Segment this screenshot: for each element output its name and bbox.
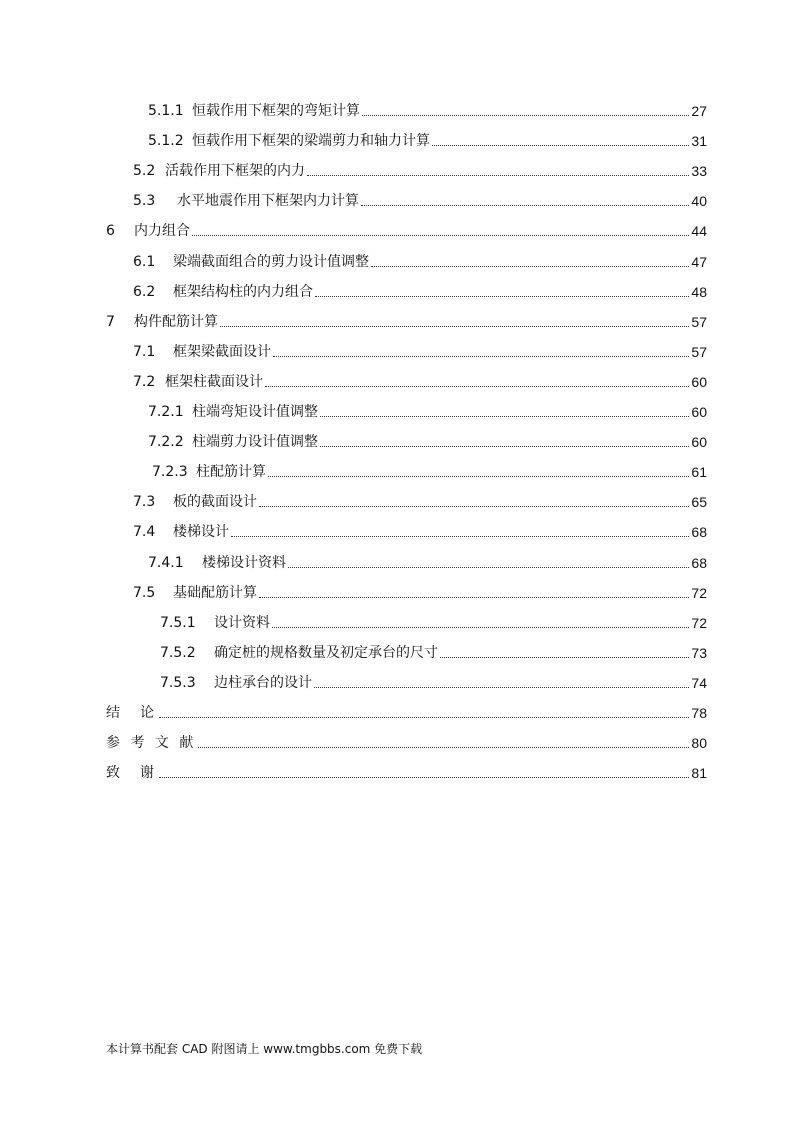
toc-dot-leader	[314, 686, 689, 688]
toc-entry-number: 7.1	[133, 344, 156, 360]
toc-entry-page: 61	[691, 464, 707, 480]
toc-entry-page: 73	[691, 645, 707, 661]
toc-entry-title: 恒载作用下框架的梁端剪力和轴力计算	[192, 133, 430, 149]
toc-entry-page: 80	[691, 735, 707, 751]
toc-dot-leader	[259, 505, 689, 507]
toc-entry-number: 7.4.1	[148, 555, 184, 571]
toc-entry[interactable]	[133, 489, 707, 511]
toc-entry[interactable]	[133, 158, 707, 180]
toc-entry-page: 57	[691, 314, 707, 330]
toc-entry-title: 楼梯设计资料	[202, 555, 286, 571]
toc-dot-leader	[265, 385, 689, 387]
toc-entry[interactable]	[133, 339, 707, 361]
toc-entry-number: 6.2	[133, 284, 156, 300]
toc-entry-number: 7.2.3	[152, 464, 188, 480]
toc-entry[interactable]	[106, 700, 707, 722]
toc-entry-page: 27	[691, 103, 707, 119]
footer-note: 本计算书配套 CAD 附图请上 www.tmgbbs.com 免费下载	[106, 1042, 423, 1056]
toc-entry-page: 78	[691, 705, 707, 721]
toc-entry[interactable]	[106, 309, 707, 331]
toc-entry-title: 参 考 文 献	[106, 735, 197, 751]
toc-entry-title: 活载作用下框架的内力	[165, 163, 305, 179]
toc-dot-leader	[361, 204, 689, 206]
toc-dot-leader	[440, 656, 689, 658]
toc-entry[interactable]	[160, 610, 707, 632]
toc-entry-title: 设计资料	[214, 615, 270, 631]
toc-entry-title: 致 谢	[106, 765, 157, 781]
toc-entry-page: 72	[691, 615, 707, 631]
toc-entry[interactable]	[148, 429, 707, 451]
toc-entry[interactable]	[148, 550, 707, 572]
toc-entry-page: 47	[691, 254, 707, 270]
toc-entry-page: 68	[691, 555, 707, 571]
toc-entry-number: 6.1	[133, 254, 156, 270]
toc-entry-page: 48	[691, 284, 707, 300]
toc-dot-leader	[320, 415, 689, 417]
toc-entry[interactable]	[106, 760, 707, 782]
toc-entry-page: 57	[691, 344, 707, 360]
toc-dot-leader	[192, 234, 689, 236]
toc-entry-title: 内力组合	[134, 223, 190, 239]
toc-entry-title: 结 论	[106, 705, 157, 721]
toc-entry-title: 构件配筋计算	[134, 314, 218, 330]
toc-entry-page: 81	[691, 765, 707, 781]
toc-entry-title: 确定桩的规格数量及初定承台的尺寸	[214, 645, 438, 661]
toc-entry-number: 6	[106, 223, 115, 239]
toc-entry-title: 框架结构柱的内力组合	[173, 284, 313, 300]
toc-entry-number: 7.2.2	[148, 434, 184, 450]
toc-dot-leader	[220, 325, 689, 327]
toc-entry-page: 60	[691, 434, 707, 450]
toc-entry-page: 65	[691, 494, 707, 510]
toc-dot-leader	[159, 716, 689, 718]
toc-entry-number: 5.3	[133, 193, 156, 209]
toc-dot-leader	[288, 566, 689, 568]
toc-dot-leader	[268, 475, 689, 477]
toc-dot-leader	[259, 596, 689, 598]
toc-entry-page: 60	[691, 374, 707, 390]
toc-entry[interactable]	[106, 218, 707, 240]
toc-dot-leader	[371, 265, 689, 267]
toc-entry-number: 7.3	[133, 494, 156, 510]
toc-entry-number: 5.1.1	[148, 103, 184, 119]
toc-dot-leader	[320, 445, 689, 447]
toc-entry[interactable]	[133, 580, 707, 602]
toc-entry[interactable]	[148, 98, 707, 120]
toc-dot-leader	[159, 776, 689, 778]
toc-entry[interactable]	[133, 279, 707, 301]
toc-entry-title: 框架梁截面设计	[173, 344, 271, 360]
toc-entry-number: 5.2	[133, 163, 156, 179]
toc-entry-title: 柱端弯矩设计值调整	[192, 404, 318, 420]
toc-entry-title: 框架柱截面设计	[165, 374, 263, 390]
toc-entry-page: 60	[691, 404, 707, 420]
toc-entry-page: 44	[691, 223, 707, 239]
toc-entry-number: 7.5.1	[160, 615, 196, 631]
toc-entry-page: 68	[691, 524, 707, 540]
toc-entry-title: 板的截面设计	[173, 494, 257, 510]
toc-entry[interactable]	[106, 730, 707, 752]
toc-entry-number: 7.4	[133, 524, 156, 540]
toc-entry[interactable]	[133, 369, 707, 391]
toc-entry-number: 7.2.1	[148, 404, 184, 420]
toc-entry-number: 5.1.2	[148, 133, 184, 149]
toc-entry-title: 柱端剪力设计值调整	[192, 434, 318, 450]
toc-entry-title: 柱配筋计算	[196, 464, 266, 480]
toc-entry[interactable]	[133, 249, 707, 271]
toc-entry-title: 恒载作用下框架的弯矩计算	[192, 103, 360, 119]
toc-entry-page: 40	[691, 193, 707, 209]
toc-entry-number: 7.5	[133, 585, 156, 601]
toc-entry-title: 边柱承台的设计	[214, 675, 312, 691]
toc-entry-title: 梁端截面组合的剪力设计值调整	[173, 254, 369, 270]
toc-entry-number: 7.2	[133, 374, 156, 390]
toc-entry[interactable]	[148, 399, 707, 421]
toc-dot-leader	[198, 746, 689, 748]
toc-entry-title: 水平地震作用下框架内力计算	[177, 193, 359, 209]
toc-entry[interactable]	[148, 128, 707, 150]
toc-entry-page: 74	[691, 675, 707, 691]
toc-entry[interactable]	[160, 670, 707, 692]
toc-entry-title: 楼梯设计	[173, 524, 229, 540]
toc-dot-leader	[272, 626, 689, 628]
toc-entry-title: 基础配筋计算	[173, 585, 257, 601]
toc-entry-page: 72	[691, 585, 707, 601]
toc-entry[interactable]	[152, 459, 707, 481]
toc-entry-page: 33	[691, 163, 707, 179]
toc-entry[interactable]	[133, 519, 707, 541]
toc-entry-number: 7.5.2	[160, 645, 196, 661]
toc-entry[interactable]	[160, 640, 707, 662]
toc-dot-leader	[307, 174, 689, 176]
toc-dot-leader	[231, 535, 689, 537]
toc-entry-number: 7.5.3	[160, 675, 196, 691]
toc-entry[interactable]	[133, 188, 707, 210]
toc-entry-number: 7	[106, 314, 115, 330]
toc-dot-leader	[315, 295, 689, 297]
toc-dot-leader	[273, 355, 689, 357]
toc-dot-leader	[362, 114, 689, 116]
toc-entry-page: 31	[691, 133, 707, 149]
toc-dot-leader	[432, 144, 689, 146]
